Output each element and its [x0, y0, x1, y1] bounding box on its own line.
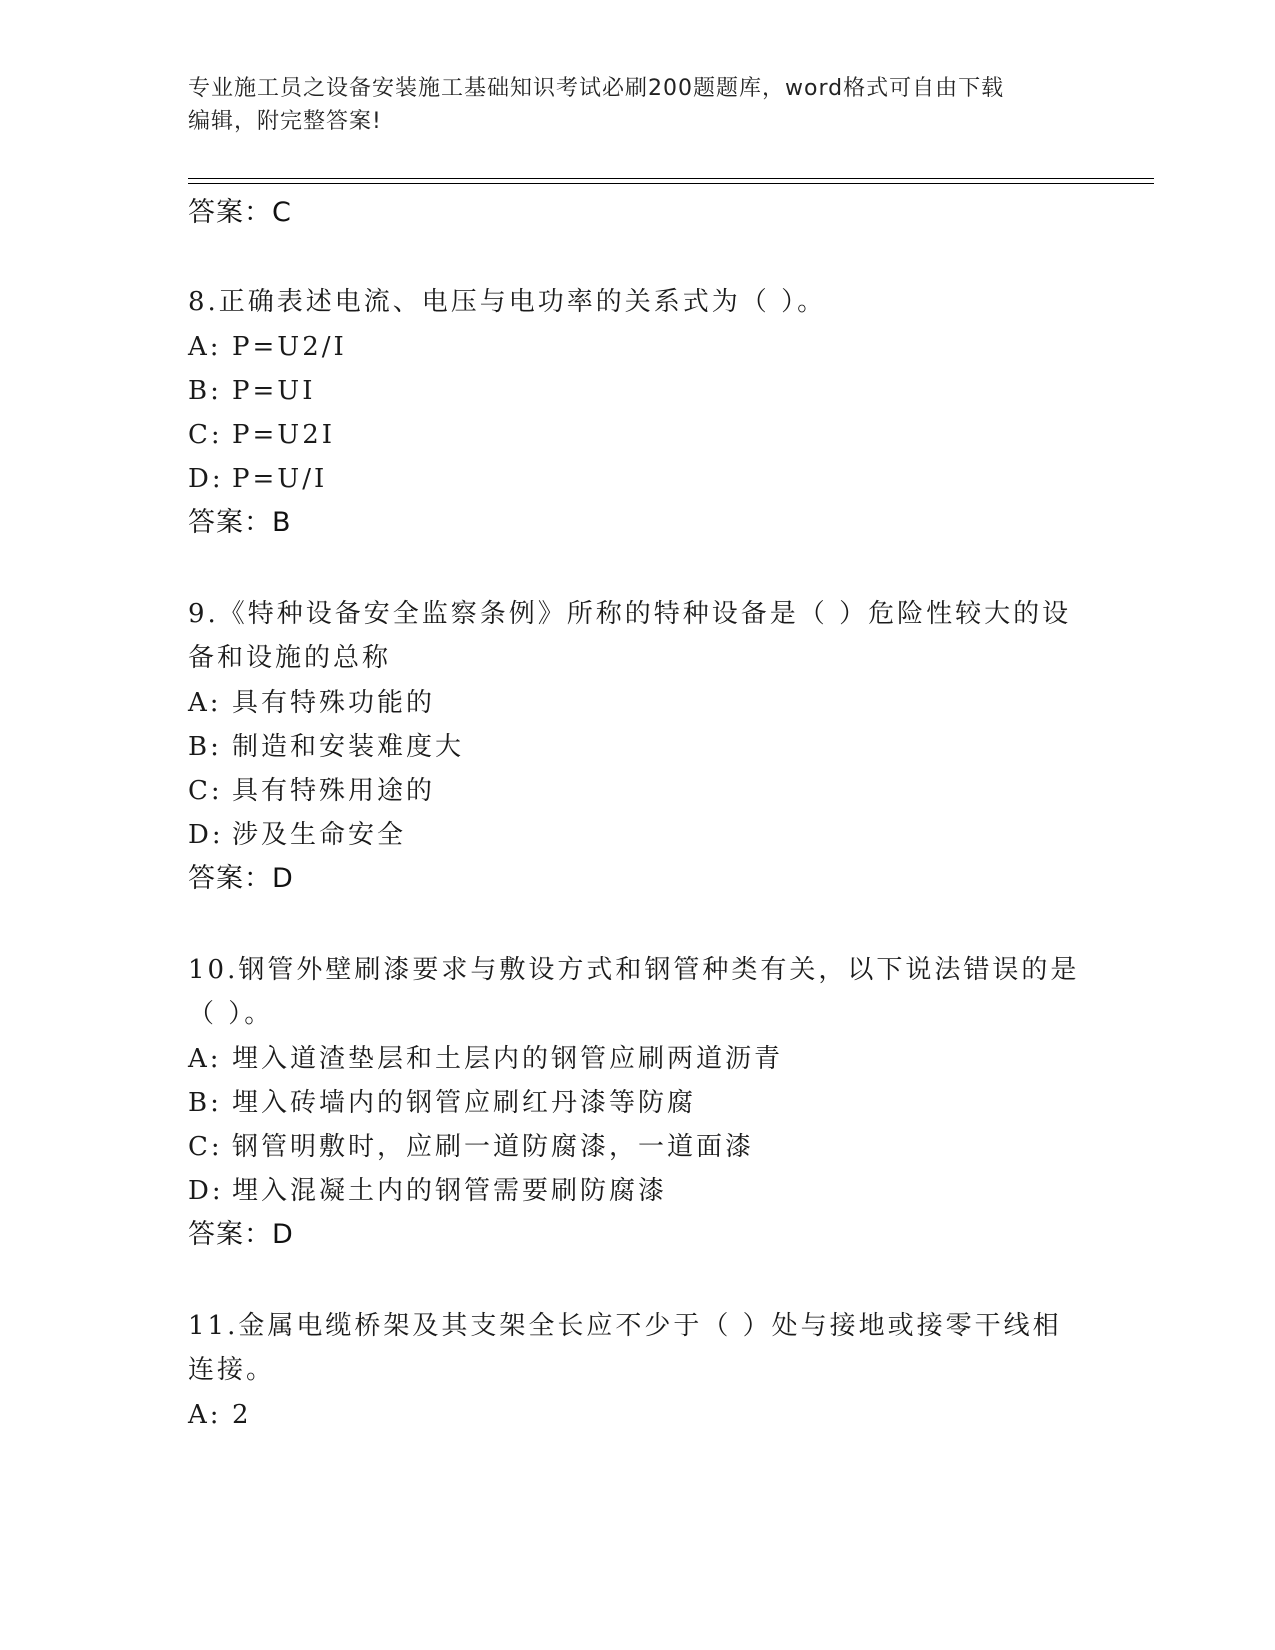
option-letter: D: [188, 820, 224, 850]
question-11-option-a [188, 1398, 252, 1432]
question-10-option-c [188, 1130, 754, 1164]
question-11-stem-line-1: 11.金属电缆桥架及其支架全长应不少于（ ）处与接地或接零干线相 [188, 1311, 1062, 1341]
option-text: 具有特殊功能的 [232, 688, 436, 718]
option-text: 2 [232, 1400, 252, 1430]
option-letter: C: [188, 776, 223, 806]
option-letter: D: [188, 1176, 224, 1206]
option-text: P=U2I [232, 420, 336, 450]
question-10-stem-line-1: 10.钢管外壁刷漆要求与敷设方式和钢管种类有关，以下说法错误的是 [188, 955, 1080, 985]
option-letter: A: [188, 1400, 222, 1430]
question-8-option-c [188, 418, 335, 452]
option-letter: A: [188, 688, 222, 718]
header-line-2: 编辑，附完整答案! [188, 109, 382, 134]
question-8-option-d [188, 462, 327, 496]
question-8-option-b [188, 374, 315, 408]
question-9-stem-line-2: 备和设施的总称 [188, 643, 392, 673]
option-letter: B: [188, 376, 222, 406]
question-9-option-a [188, 686, 435, 720]
header-rule-top [188, 178, 1154, 179]
header-rule-bottom [188, 183, 1154, 184]
question-11-stem-line-2: 连接。 [188, 1355, 276, 1385]
option-text: P=U2/I [232, 332, 347, 362]
option-letter: C: [188, 420, 223, 450]
option-text: 埋入混凝土内的钢管需要刷防腐漆 [232, 1176, 668, 1206]
question-8-stem: 8.正确表述电流、电压与电功率的关系式为（ ）。 [188, 287, 827, 317]
option-letter: B: [188, 1088, 222, 1118]
option-letter: B: [188, 732, 222, 762]
option-text: 埋入砖墙内的钢管应刷红丹漆等防腐 [232, 1088, 697, 1118]
option-letter: A: [188, 1044, 222, 1074]
question-9-option-d [188, 818, 406, 852]
question-10-option-a [188, 1042, 783, 1076]
question-10-stem-line-2: （ ）。 [188, 999, 274, 1029]
option-letter: D: [188, 464, 224, 494]
option-text: 埋入道渣垫层和土层内的钢管应刷两道沥青 [232, 1044, 784, 1074]
answer-q8: 答案：B [188, 507, 292, 538]
question-9-option-c [188, 774, 435, 808]
option-text: P=U/I [232, 464, 328, 494]
question-8-option-a [188, 330, 347, 364]
question-10-option-d [188, 1174, 667, 1208]
option-text: 具有特殊用途的 [232, 776, 436, 806]
question-10-option-b [188, 1086, 696, 1120]
option-text: 制造和安装难度大 [232, 732, 465, 762]
option-text: 钢管明敷时，应刷一道防腐漆，一道面漆 [232, 1132, 755, 1162]
question-9-stem-line-1: 9.《特种设备安全监察条例》所称的特种设备是（ ）危险性较大的设 [188, 599, 1072, 629]
header-line-1: 专业施工员之设备安装施工基础知识考试必刷200题题库，word格式可自由下载 [188, 76, 1005, 101]
answer-q10: 答案：D [188, 1219, 294, 1250]
answer-q7: 答案：C [188, 197, 292, 228]
answer-q9: 答案：D [188, 863, 294, 894]
option-letter: A: [188, 332, 222, 362]
option-letter: C: [188, 1132, 223, 1162]
question-9-option-b [188, 730, 464, 764]
document-header [188, 72, 1068, 138]
option-text: P=UI [232, 376, 316, 406]
option-text: 涉及生命安全 [232, 820, 407, 850]
